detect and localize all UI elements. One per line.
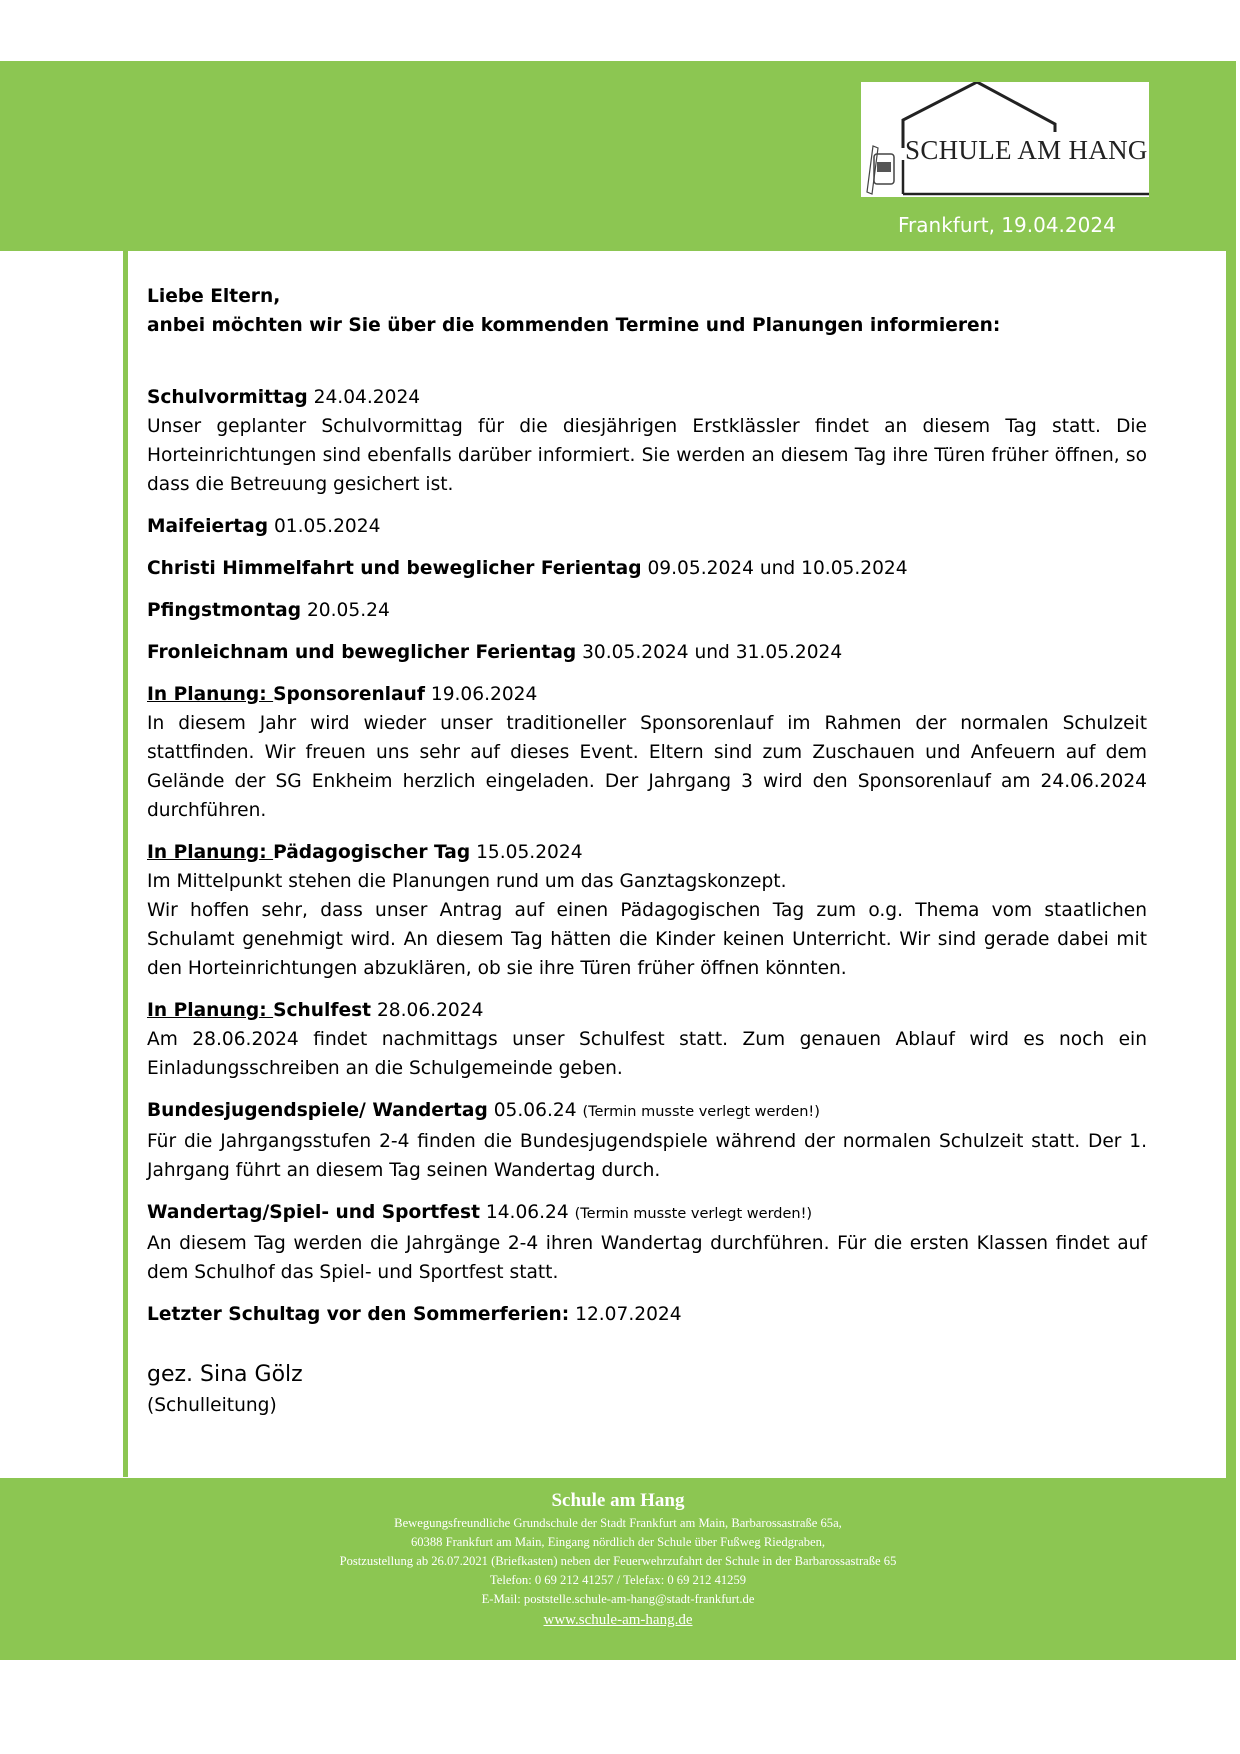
event-title: Bundesjugendspiele/ Wandertag [147,1100,488,1121]
event-title-line [147,1300,1147,1329]
event-section [147,554,1147,583]
event-description: Am 28.06.2024 findet nachmittags unser Schulfest statt. Zum genauen Ablauf wird es noch ein Einladungsschreiben an die Schulgemeinde geben. [147,1029,1147,1079]
event-title-line [147,512,1147,541]
footer-line: Postzustellung ab 26.07.2021 (Briefkasten) neben der Feuerwehrzufahrt der Schule in der Barbarossastraße 65 [339,1554,897,1568]
event-title: Wandertag/Spiel- und Sportfest [147,1202,480,1223]
event-date: 24.04.2024 [313,387,421,408]
event-title-line [147,1198,1147,1229]
event-title-line [147,554,1147,583]
event-section [147,1096,1147,1185]
event-date: 05.06.24 [493,1100,577,1121]
event-date: 19.06.2024 [430,684,538,705]
logo-text: SCHULE AM HANG [905,135,1148,165]
place-date: Frankfurt, 19.04.2024 [898,213,1116,237]
event-title: Christi Himmelfahrt und beweglicher Ferientag [147,558,642,579]
event-date: 28.06.2024 [376,1000,484,1021]
event-section [147,838,1147,983]
event-section [147,996,1147,1083]
event-list [147,383,1147,1329]
footer-line: Bewegungsfreundliche Grundschule der Stadt Frankfurt am Main, Barbarossastraße 65a, [394,1516,842,1530]
website-link[interactable]: www.schule-am-hang.de [543,1612,693,1628]
letter-body [147,282,1147,1420]
event-title-line [147,680,1147,709]
event-note: (Termin musste verlegt werden!) [582,1104,820,1120]
event-date: 14.06.24 [485,1202,569,1223]
event-section [147,1300,1147,1329]
event-title-line [147,383,1147,412]
event-title-line [147,838,1147,867]
footer-email: E-Mail: poststelle.schule-am-hang@stadt-frankfurt.de [481,1592,755,1606]
event-date: 15.05.2024 [476,842,583,863]
right-green-edge [1226,61,1236,1491]
footer-line: 60388 Frankfurt am Main, Eingang nördlich der Schule über Fußweg Riedgraben, [410,1535,826,1549]
event-title: Schulfest [273,1000,372,1021]
footer-title: Schule am Hang [551,1490,685,1511]
planning-prefix: In Planung: [147,842,274,863]
schoolbag-icon [867,146,894,194]
event-title: Fronleichnam und beweglicher Ferientag [147,642,577,663]
event-date: 09.05.2024 und 10.05.2024 [647,558,908,579]
footer [0,1478,1236,1660]
event-date: 30.05.2024 und 31.05.2024 [582,642,843,663]
event-note: (Termin musste verlegt werden!) [574,1206,813,1222]
event-description: In diesem Jahr wird wieder unser traditioneller Sponsorenlauf im Rahmen der normalen Schulzeit stattfinden. Wir freuen uns sehr auf dieses Event. Eltern sind zum Zuschauen und Anfeuern auf dem Gelände der SG Enkheim herzlich eingeladen. Der Jahrgang 3 wird den Sponsorenlauf am 24.06.2024 durchführen. [147,713,1147,821]
event-section [147,383,1147,499]
event-title: Schulvormittag [147,387,308,408]
planning-prefix: In Planung: [147,1000,274,1021]
event-description: Wir hoffen sehr, dass unser Antrag auf einen Pädagogischen Tag zum o.g. Thema vom staatlichen Schulamt genehmigt wird. An diesem Tag hätten die Kinder keinen Unterricht. Wir sind gerade dabei mit den Horteinrichtungen abzuklären, ob sie ihre Türen früher öffnen könnten. [147,900,1147,979]
left-green-rule [123,251,128,1477]
event-section [147,1198,1147,1287]
event-description: Unser geplanter Schulvormittag für die diesjährigen Erstklässler findet an diesem Tag statt. Die Horteinrichtungen sind ebenfalls darüber informiert. Sie werden an diesem Tag ihre Türen früher öffnen, so dass die Betreuung gesichert ist. [147,416,1147,495]
event-section [147,596,1147,625]
event-title-line [147,1096,1147,1127]
event-title: Letzter Schultag vor den Sommerferien: [147,1304,570,1325]
school-logo [861,82,1149,197]
event-date: 01.05.2024 [273,516,381,537]
signature-name: gez. Sina Gölz [147,1362,303,1387]
event-title-line [147,996,1147,1025]
event-description: An diesem Tag werden die Jahrgänge 2-4 ihren Wandertag durchführen. Für die ersten Klassen findet auf dem Schulhof das Spiel- und Sportfest statt. [147,1233,1147,1283]
planning-prefix: In Planung: [147,684,274,705]
greeting: Liebe Eltern, [147,286,281,307]
signature-role: (Schulleitung) [147,1395,277,1416]
footer-phone: Telefon: 0 69 212 41257 / Telefax: 0 69 212 41259 [489,1573,747,1587]
event-title: Sponsorenlauf [273,684,425,705]
event-date: 12.07.2024 [575,1304,682,1325]
intro-line: anbei möchten wir Sie über die kommenden Termine und Planungen informieren: [147,315,1001,336]
event-title: Pfingstmontag [147,600,302,621]
event-title-line [147,596,1147,625]
event-title: Pädagogischer Tag [273,842,471,863]
event-section [147,680,1147,825]
event-description: Für die Jahrgangsstufen 2-4 finden die Bundesjugendspiele während der normalen Schulzeit statt. Der 1. Jahrgang führt an diesem Tag seinen Wandertag durch. [147,1131,1147,1181]
event-title-line [147,638,1147,667]
event-title: Maifeiertag [147,516,269,537]
event-section [147,512,1147,541]
event-description: Im Mittelpunkt stehen die Planungen rund um das Ganztagskonzept. [147,871,787,892]
event-date: 20.05.24 [306,600,390,621]
event-section [147,638,1147,667]
